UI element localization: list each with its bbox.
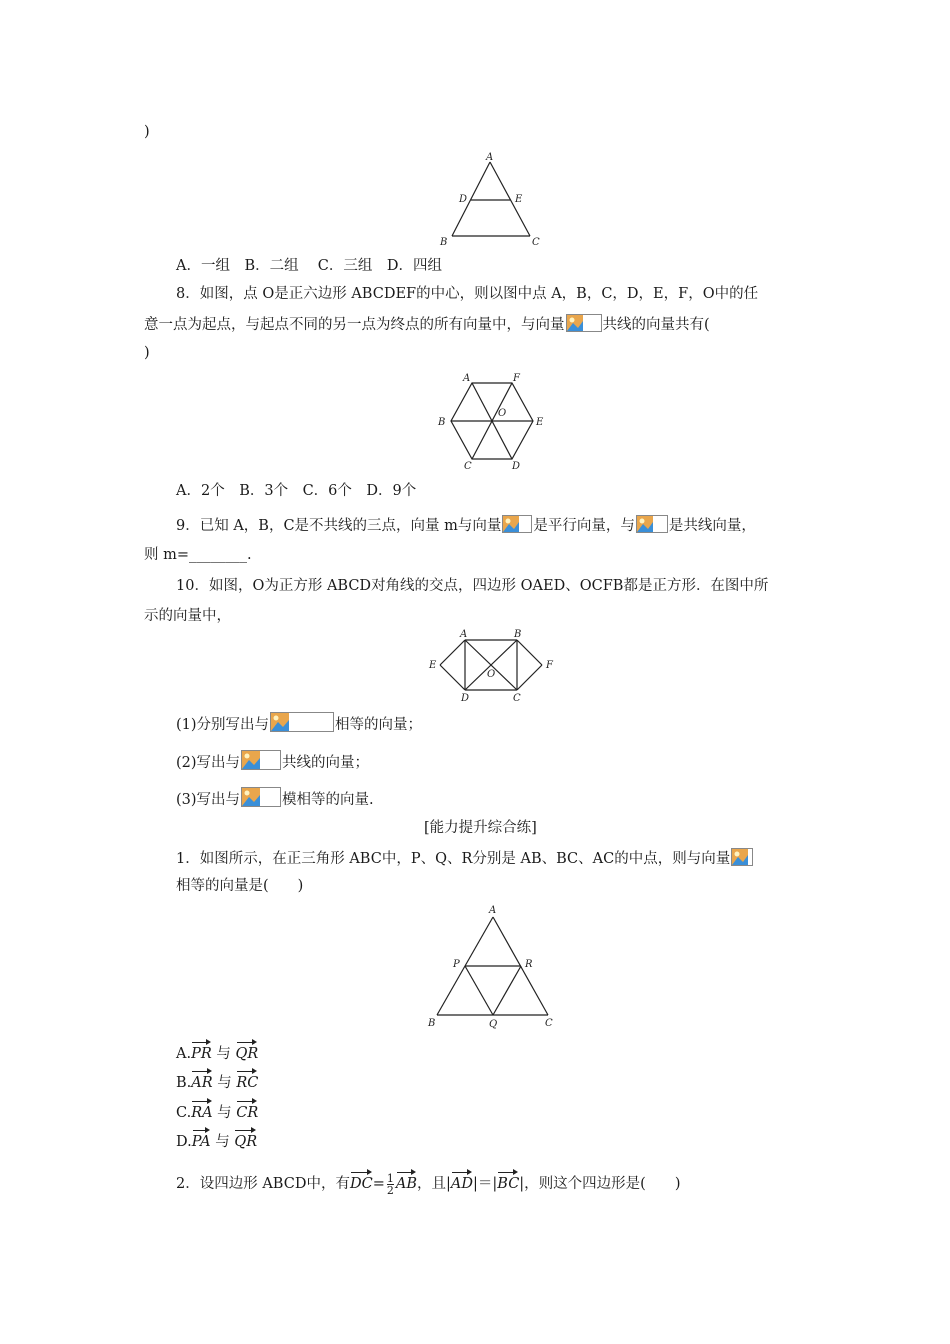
label-F: F — [513, 373, 520, 384]
label-C: C — [513, 693, 521, 704]
q8-text-a: 8．如图，点 O是正六边形 ABCDEF的中心，则以图中点 A，B，C，D，E，F，O中的任 — [176, 286, 759, 302]
q9-text-a — [176, 515, 756, 536]
q9-text-a2: 是平行向量，与 — [533, 518, 635, 534]
vector-pr: PR — [191, 1040, 212, 1064]
figure-hexagon — [432, 370, 552, 475]
q10-sub2-b: 共线的向量； — [282, 755, 370, 771]
p2-eq: = — [372, 1176, 385, 1192]
label-A: A — [463, 373, 471, 384]
label-P: P — [453, 959, 460, 970]
label-A: A — [489, 905, 497, 916]
label-E: E — [429, 660, 437, 671]
image-placeholder-icon — [502, 515, 532, 533]
vector-qr: QR — [234, 1128, 257, 1152]
p1-text-b: 相等的向量是( ) — [176, 878, 304, 894]
vector-ab: AB — [396, 1170, 417, 1194]
figure-triangle-de — [435, 150, 545, 250]
option-conj: 与 — [211, 1046, 236, 1062]
p2-text-b: 则这个四边形是( ) — [538, 1176, 681, 1192]
q10-sub2 — [176, 750, 369, 773]
q10-text-a: 10．如图，O为正方形 ABCD对角线的交点，四边形 OAED、OCFB都是正方形．在图中所 — [176, 578, 769, 594]
vector-qr: QR — [236, 1040, 259, 1064]
q10-text-b: 示的向量中， — [144, 608, 231, 624]
p2-cond1: ，且| — [416, 1176, 451, 1192]
q8-text-c: ) — [144, 345, 150, 361]
image-placeholder-icon — [566, 314, 602, 332]
q10-sub3-b: 模相等的向量. — [282, 792, 374, 808]
label-O: O — [498, 408, 507, 419]
q8-text-b2: 共线的向量共有( — [602, 317, 710, 333]
label-O: O — [487, 669, 496, 680]
option-conj: 与 — [212, 1105, 237, 1121]
label-Q: Q — [489, 1019, 498, 1030]
section-heading: [能力提升综合练] — [424, 820, 537, 836]
p1-text-a1: 1．如图所示，在正三角形 ABC中，P、Q、R分别是 AB、BC、AC的中点，则与向量 — [176, 851, 731, 867]
label-E: E — [536, 417, 544, 428]
fraction-half — [387, 1173, 394, 1196]
option-letter: D. — [176, 1134, 192, 1150]
image-placeholder-icon — [241, 787, 281, 807]
figure-equilateral-triangle — [425, 900, 560, 1032]
p1-option-b — [176, 1069, 258, 1093]
vector-cr: CR — [236, 1099, 258, 1123]
vector-bc: BC — [497, 1170, 519, 1194]
continuation-paren: ) — [144, 124, 150, 140]
q10-sub1 — [176, 712, 422, 735]
q9-text-a1: 9．已知 A，B，C是不共线的三点，向量 m与向量 — [176, 518, 502, 534]
option-conj: 与 — [210, 1134, 235, 1150]
label-C: C — [464, 461, 472, 472]
vector-pa: PA — [192, 1128, 211, 1152]
option-letter: B. — [176, 1075, 192, 1091]
q10-sub1-a: (1)分别写出与 — [176, 717, 270, 733]
label-B: B — [514, 629, 522, 640]
q8-options: A．2个 B．3个 C．6个 D．9个 — [176, 483, 417, 499]
label-D: D — [512, 461, 521, 472]
label-A: A — [486, 152, 494, 163]
q9-text-a3: 是共线向量， — [668, 518, 756, 534]
label-E: E — [515, 194, 523, 205]
label-C: C — [532, 237, 540, 248]
label-A: A — [460, 629, 468, 640]
p1-option-a — [176, 1040, 258, 1064]
label-D: D — [459, 194, 468, 205]
fraction-denominator: 2 — [386, 1183, 394, 1197]
q9-text-b: 则 m=________. — [144, 547, 252, 563]
figure-squares — [425, 625, 560, 705]
label-F: F — [546, 660, 553, 671]
option-letter: C. — [176, 1105, 192, 1121]
p2-text-a: 2．设四边形 ABCD中，有 — [176, 1176, 350, 1192]
image-placeholder-icon — [731, 848, 753, 866]
p1-option-d — [176, 1128, 257, 1152]
label-B: B — [428, 1018, 436, 1029]
q10-sub3 — [176, 787, 374, 810]
p2-text — [176, 1170, 681, 1196]
option-conj: 与 — [212, 1075, 237, 1091]
image-placeholder-icon — [270, 712, 334, 732]
option-letter: A. — [176, 1046, 192, 1062]
q8-text-b1: 意一点为起点，与起点不同的另一点为终点的所有向量中，与向量 — [144, 317, 565, 333]
fraction-numerator: 1 — [386, 1171, 394, 1185]
q8-text-b — [144, 314, 710, 335]
label-R: R — [525, 959, 533, 970]
p1-text-a — [176, 848, 754, 869]
image-placeholder-icon — [241, 750, 281, 770]
image-placeholder-icon — [636, 515, 668, 533]
vector-dc: DC — [350, 1170, 373, 1194]
p1-option-c — [176, 1099, 258, 1123]
label-D: D — [461, 693, 470, 704]
label-C: C — [545, 1018, 553, 1029]
vector-ra: RA — [191, 1099, 212, 1123]
q10-sub1-b: 相等的向量； — [335, 717, 423, 733]
vector-rc: RC — [236, 1069, 258, 1093]
label-B: B — [440, 237, 448, 248]
vector-ar: AR — [191, 1069, 212, 1093]
p2-cond3: |， — [519, 1176, 539, 1192]
q10-sub3-a: (3)写出与 — [176, 792, 241, 808]
label-B: B — [438, 417, 446, 428]
vector-ad: AD — [451, 1170, 473, 1194]
q10-sub2-a: (2)写出与 — [176, 755, 241, 771]
q7-options: A．一组 B．二组 C．三组 D．四组 — [176, 258, 442, 274]
p2-cond2: |＝| — [472, 1176, 498, 1192]
